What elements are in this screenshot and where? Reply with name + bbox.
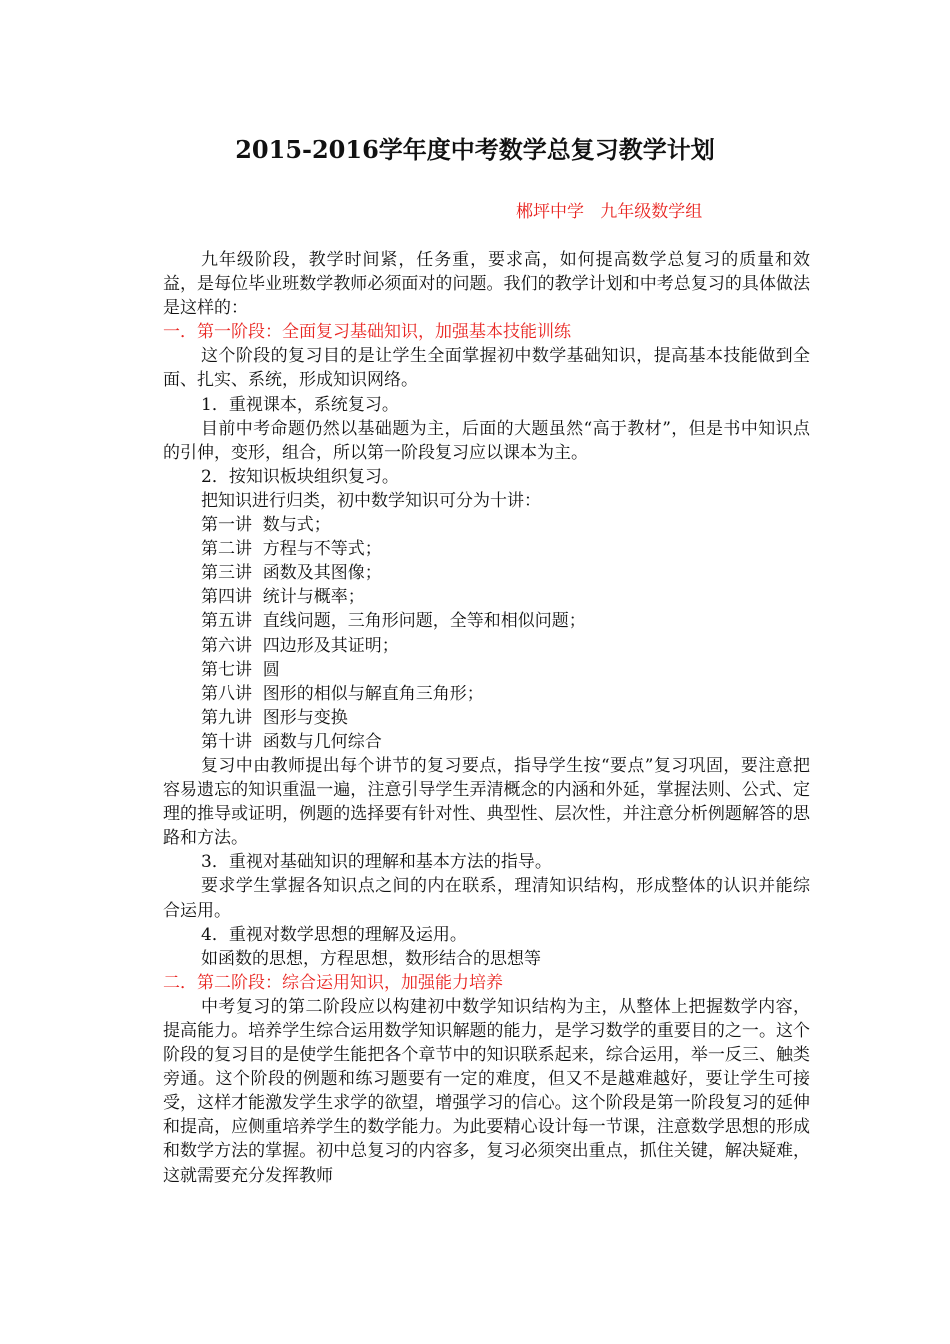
stage1-heading: 一．第一阶段：全面复习基础知识，加强基本技能训练 <box>163 322 571 343</box>
lecture-item: 第三讲 函数及其图像； <box>201 563 382 584</box>
review-paragraph: 复习中由教师提出每个讲节的复习要点，指导学生按“要点”复习巩固，要注意把容易遗忘的知识重温一遍，注意引导学生弄清概念的内涵和外延，掌握法则、公式、定理的推导或证明，例题的选择要有针对性、典型性、层次性，并注意分析例题解答的思路和方法。 <box>163 755 810 849</box>
lecture-item: 第九讲 图形与变换 <box>201 707 348 728</box>
point2-text: 把知识进行归类，初中数学知识可分为十讲： <box>201 490 541 511</box>
lecture-item: 第四讲 统计与概率； <box>201 587 365 608</box>
document-body <box>163 248 810 1188</box>
intro-paragraph: 九年级阶段，教学时间紧，任务重，要求高，如何提高数学总复习的质量和效益，是每位毕业班数学教师必须面对的问题。我们的教学计划和中考总复习的具体做法是这样的： <box>163 250 810 319</box>
point1-title: 1．重视课本，系统复习。 <box>201 394 399 415</box>
point2-title: 2．按知识板块组织复习。 <box>201 466 399 487</box>
stage1-goal: 这个阶段的复习目的是让学生全面掌握初中数学基础知识，提高基本技能做到全面、扎实、系统，形成知识网络。 <box>163 346 810 391</box>
point3-text: 要求学生掌握各知识点之间的内在联系，理清知识结构，形成整体的认识并能综合运用。 <box>163 876 810 921</box>
organization-line: 郴坪中学 九年级数学组 <box>516 202 703 222</box>
document-title: 2015-2016学年度中考数学总复习教学计划 <box>235 135 715 164</box>
lecture-item: 第七讲 圆 <box>201 659 280 680</box>
lecture-item: 第六讲 四边形及其证明； <box>201 635 399 656</box>
lecture-item: 第五讲 直线问题，三角形问题，全等和相似问题； <box>201 611 586 632</box>
lecture-item: 第八讲 图形的相似与解直角三角形； <box>201 683 484 704</box>
lecture-item: 第一讲 数与式； <box>201 515 331 536</box>
lecture-item: 第二讲 方程与不等式； <box>201 539 382 560</box>
point3-title: 3．重视对基础知识的理解和基本方法的指导。 <box>201 852 552 873</box>
point4-title: 4．重视对数学思想的理解及运用。 <box>201 924 467 945</box>
stage2-heading: 二．第二阶段：综合运用知识，加强能力培养 <box>163 972 503 993</box>
lecture-item: 第十讲 函数与几何综合 <box>201 731 382 752</box>
stage2-paragraph: 中考复习的第二阶段应以构建初中数学知识结构为主，从整体上把握数学内容，提高能力。培养学生综合运用数学知识解题的能力，是学习数学的重要目的之一。这个阶段的复习目的是使学生能把各个章节中的知识联系起来，综合运用，举一反三、触类旁通。这个阶段的例题和练习题要有一定的难度，但又不是越难越好，要让学生可接受，这样才能激发学生求学的欲望，增强学习的信心。这个阶段是第一阶段复习的延伸和提高，应侧重培养学生的数学能力。为此要精心设计每一节课，注意数学思想的形成和数学方法的掌握。初中总复习的内容多，复习必须突出重点，抓住关键，解决疑难，这就需要充分发挥教师 <box>163 996 810 1186</box>
point1-text: 目前中考命题仍然以基础题为主，后面的大题虽然“高于教材”，但是书中知识点的引伸，变形，组合，所以第一阶段复习应以课本为主。 <box>163 418 810 463</box>
point4-text: 如函数的思想，方程思想，数形结合的思想等 <box>201 948 541 969</box>
